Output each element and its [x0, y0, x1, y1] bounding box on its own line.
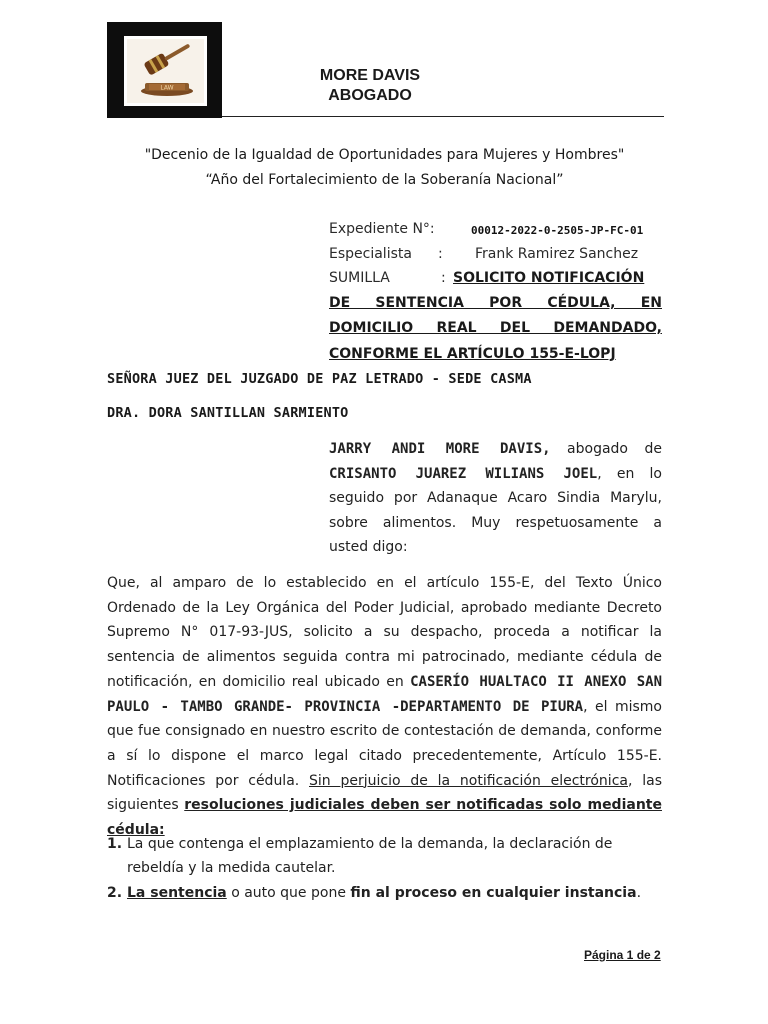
expediente-label: Expediente N°:: [329, 221, 435, 237]
logo-frame: [124, 36, 207, 106]
list-text: La que contenga el emplazamiento de la demanda, la declaración de rebeldía y la medida cautelar.: [127, 836, 613, 876]
firm-title: ABOGADO: [328, 87, 412, 104]
body-paragraph: [107, 571, 662, 843]
attorney-role: abogado de: [550, 441, 662, 457]
sumilla-line-1: SOLICITO NOTIFICACIÓN: [453, 270, 645, 286]
sumilla-separator: :: [441, 270, 446, 286]
firm-header: [288, 66, 452, 106]
list-item: [107, 832, 662, 880]
sumilla-line-4: CONFORME EL ARTÍCULO 155-E-LOPJ: [329, 346, 616, 362]
expediente-value: 00012-2022-0-2505-JP-FC-01: [471, 224, 644, 237]
firm-logo: [107, 22, 222, 118]
list-text: [127, 881, 662, 905]
page-number: Página 1 de 2: [584, 948, 661, 962]
list-item: [107, 881, 662, 905]
header-divider: [222, 116, 664, 117]
list-text-sentencia: La sentencia: [127, 885, 227, 901]
body-text-underlined: Sin perjuicio de la notificación electrónica: [309, 772, 628, 789]
body-text-3: , las siguientes: [107, 772, 662, 814]
list-number: 1.: [107, 836, 123, 852]
addressee-court: SEÑORA JUEZ DEL JUZGADO DE PAZ LETRADO - SEDE CASMA: [107, 371, 532, 387]
gavel-icon: [127, 39, 204, 103]
intro-rest: , en lo seguido por Adanaque Acaro Sindia Marylu, sobre alimentos. Muy respetuosamente a usted digo:: [329, 465, 662, 555]
client-name: CRISANTO JUAREZ WILIANS JOEL: [329, 465, 598, 482]
body-text-2: , el mismo que fue consignado en nuestro escrito de contestación de demanda, conforme a sí lo dispone el marco legal citado precedentemente, Artículo 155-E. Notificaciones por cédula.: [107, 698, 662, 789]
list-text-end: .: [636, 885, 642, 901]
sumilla-label: SUMILLA: [329, 270, 390, 286]
especialista-label: Especialista: [329, 246, 412, 262]
body-text-bold-underlined: resoluciones judiciales deben ser notificadas solo mediante cédula:: [107, 797, 662, 839]
logo-text: LAW: [160, 84, 174, 92]
attorney-name: JARRY ANDI MORE DAVIS,: [329, 441, 551, 457]
domicile-address: CASERÍO HUALTACO II ANEXO SAN PAULO - TAMBO GRANDE- PROVINCIA -DEPARTAMENTO DE PIURA: [107, 673, 662, 715]
list-text-plain: o auto que pone: [226, 885, 351, 901]
body-text-1: Que, al amparo de lo establecido en el artículo 155-E, del Texto Único Ordenado de la Ley Orgánica del Poder Judicial, aprobado mediante Decreto Supremo N° 017-93-JUS, solicito a su despacho, proceda a notificar la sentencia de alimentos seguida contra mi patrocinado, mediante cédula de notificación, en domicilio real ubicado en: [107, 575, 662, 690]
intro-paragraph: [329, 437, 662, 560]
motto-line-1: "Decenio de la Igualdad de Oportunidades para Mujeres y Hombres": [144, 147, 625, 163]
sumilla-line-3: DOMICILIO REAL DEL DEMANDADO,: [329, 320, 662, 336]
list-text-bold: fin al proceso en cualquier instancia: [350, 885, 637, 901]
list-number: 2.: [107, 885, 123, 901]
addressee-judge: DRA. DORA SANTILLAN SARMIENTO: [107, 405, 349, 421]
especialista-value: Frank Ramirez Sanchez: [475, 246, 639, 262]
especialista-separator: :: [438, 246, 443, 262]
motto-line-2: “Año del Fortalecimiento de la Soberanía Nacional”: [205, 172, 564, 188]
firm-name: MORE DAVIS: [319, 67, 421, 84]
sumilla-line-2: DE SENTENCIA POR CÉDULA, EN: [329, 295, 662, 311]
